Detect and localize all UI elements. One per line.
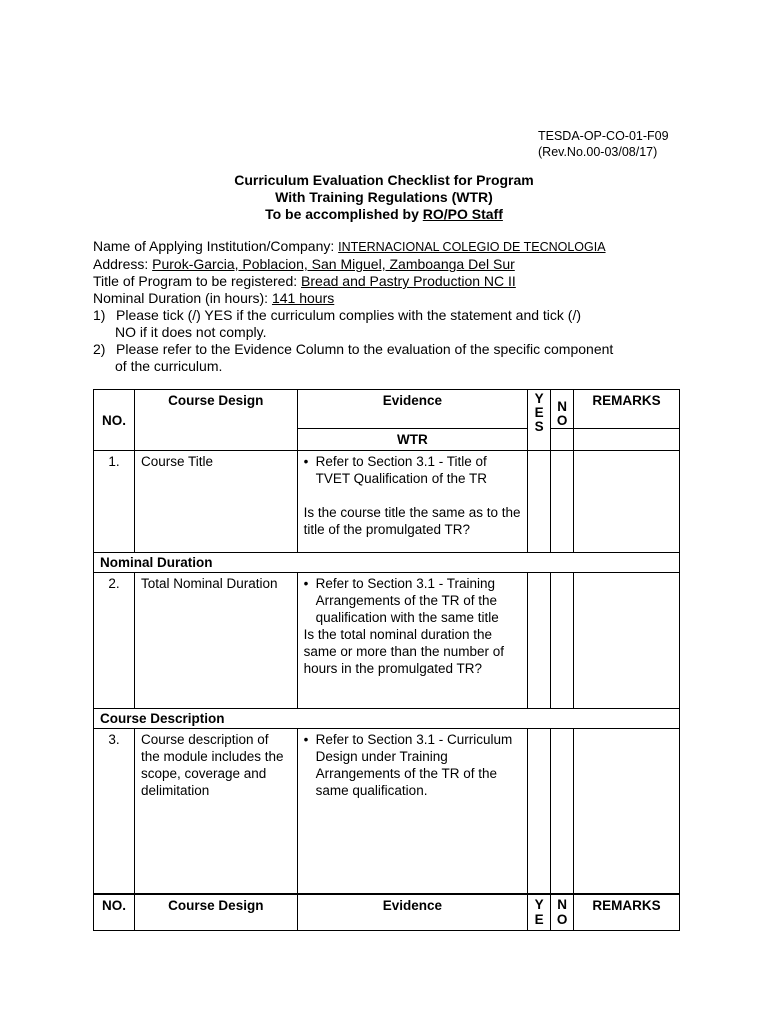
header-remarks: REMARKS (574, 895, 680, 931)
header-no: NO. (94, 895, 135, 931)
section-course-description: Course Description (94, 709, 680, 729)
title-line-3-underlined: RO/PO Staff (422, 206, 503, 222)
title-line-1: Curriculum Evaluation Checklist for Program (234, 172, 534, 188)
table-row (94, 451, 680, 553)
header-row (94, 895, 680, 931)
instruction-1 (93, 307, 613, 324)
bullet-icon: • (303, 732, 309, 747)
header-row (94, 390, 680, 429)
row-remarks-cell[interactable] (574, 729, 680, 894)
instruction-2-line-1: Please refer to the Evidence Column to the evaluation of the specific component (116, 341, 614, 357)
evidence-bullet-text: Refer to Section 3.1 - Title of TVET Qualification of the TR (315, 454, 487, 486)
section-row-description (94, 709, 680, 729)
title-line-2: With Training Regulations (WTR) (275, 189, 493, 205)
row-number: 3. (94, 729, 135, 894)
document-code: TESDA-OP-CO-01-F09 (538, 129, 669, 143)
row-no-cell[interactable] (551, 729, 574, 894)
evidence-bullet-text: Refer to Section 3.1 - Training Arrangements of the TR of the qualification with the same title (315, 576, 499, 625)
document-code-block (538, 128, 669, 160)
row-course-design: Course description of the module includes the scope, coverage and delimitation (134, 729, 297, 894)
title-line-3 (0, 206, 768, 223)
institution-value: INTERNACIONAL COLEGIO DE TECNOLOGIA (338, 240, 606, 254)
duration-value: 141 hours (271, 290, 335, 306)
header-no: NO. (94, 390, 135, 451)
table-row (94, 573, 680, 709)
row-evidence (297, 573, 528, 709)
evidence-bullet (304, 575, 522, 626)
institution-label: Name of Applying Institution/Company: (93, 238, 339, 254)
bullet-icon: • (303, 454, 309, 469)
address-value: Purok-Garcia, Poblacion, San Miguel, Zamboanga Del Sur (152, 256, 515, 272)
row-course-design: Total Nominal Duration (134, 573, 297, 709)
header-remarks-empty (574, 429, 680, 451)
checklist-table-continued (93, 894, 680, 931)
document-revision: (Rev.No.00-03/08/17) (538, 145, 658, 159)
duration-label: Nominal Duration (in hours): (93, 290, 272, 306)
duration-row (93, 290, 613, 307)
address-label: Address: (93, 256, 153, 272)
header-evidence: Evidence (297, 390, 528, 429)
address-row (93, 256, 613, 273)
instruction-1-number: 1) (93, 307, 106, 323)
row-remarks-cell[interactable] (574, 573, 680, 709)
header-remarks: REMARKS (574, 390, 680, 429)
evidence-bullet (304, 731, 522, 799)
section-row-nominal (94, 553, 680, 573)
header-no-col: N O (551, 895, 574, 931)
institution-row (93, 238, 613, 256)
evidence-note: Is the total nominal duration the same or more than the number of hours in the promulgated TR? (303, 627, 504, 676)
program-value: Bread and Pastry Production NC II (301, 273, 516, 289)
header-evidence: Evidence (297, 895, 527, 931)
row-no-cell[interactable] (551, 573, 574, 709)
instruction-1-line-2: NO if it does not comply. (115, 324, 267, 340)
row-number: 1. (94, 451, 135, 553)
header-yes: Y E (528, 895, 551, 931)
header-no-col-empty (551, 429, 574, 451)
instruction-1-line-1: Please tick (/) YES if the curriculum complies with the statement and tick (/) (116, 307, 582, 323)
header-course-design: Course Design (134, 895, 297, 931)
title-line-3-prefix: To be accomplished by (265, 206, 423, 222)
header-yes: Y E S (528, 390, 551, 451)
evidence-bullet (304, 453, 522, 487)
row-no-cell[interactable] (551, 451, 574, 553)
table-row (94, 729, 680, 894)
header-wtr: WTR (297, 429, 528, 451)
row-evidence (297, 729, 528, 894)
row-remarks-cell[interactable] (574, 451, 680, 553)
program-info (93, 238, 613, 375)
program-label: Title of Program to be registered: (93, 273, 302, 289)
row-yes-cell[interactable] (528, 451, 551, 553)
row-number: 2. (94, 573, 135, 709)
page-title (0, 172, 768, 223)
instruction-2-number: 2) (93, 341, 106, 357)
row-course-design: Course Title (134, 451, 297, 553)
instruction-2 (93, 341, 613, 358)
evidence-note: Is the course title the same as to the title of the promulgated TR? (303, 505, 521, 537)
row-yes-cell[interactable] (528, 573, 551, 709)
checklist-table (93, 389, 680, 894)
row-yes-cell[interactable] (528, 729, 551, 894)
evidence-bullet-text: Refer to Section 3.1 - Curriculum Design under Training Arrangements of the TR of the same qualification. (315, 732, 513, 798)
bullet-icon: • (303, 576, 309, 591)
program-row (93, 273, 613, 290)
header-course-design: Course Design (134, 390, 297, 451)
header-no-col: N O (551, 390, 574, 429)
instruction-2-line-2: of the curriculum. (115, 358, 223, 374)
section-nominal-duration: Nominal Duration (94, 553, 680, 573)
row-evidence (297, 451, 528, 553)
